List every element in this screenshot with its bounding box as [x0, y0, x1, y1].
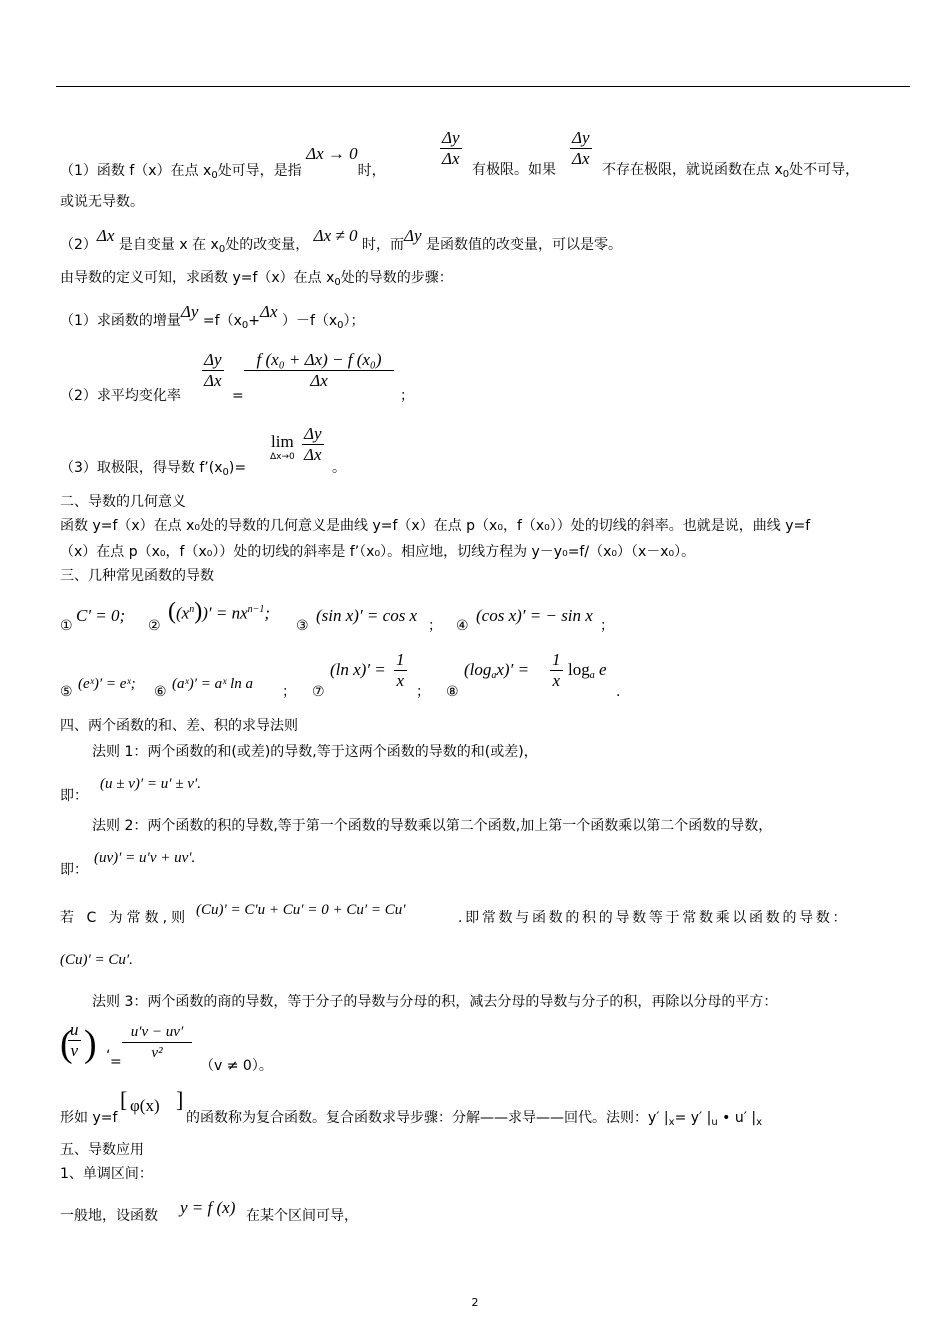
geometric-meaning-2: （x）在点 p（x₀，f（x₀））处的切线的斜率是 f’（x₀）。相应地，切线方程为 y－y₀=f/（x₀）（x－x₀）。 — [60, 544, 696, 560]
fraction-dy-dx: $\frac{\Delta y}{\Delta x}$ — [442, 128, 460, 168]
section-5-heading: 五、导数应用 — [60, 1142, 144, 1158]
formulas-row-2: ⑤ (eˣ)′ = eˣ; ⑥ (aˣ)′ = aˣ ln a ； ⑦ (ln x)′ = $\frac{1}{x}$ ； ⑧ $(\log_ax)'$ = $\frac{1}{x}$ $\log_a e$ . — [60, 650, 621, 700]
monotonic-intro: 一般地，设函数 y = f (x) 在某个区间可导， — [60, 1198, 358, 1224]
rule-2-constant-formula: (Cu)′ = Cu′. — [60, 952, 133, 968]
section-2-heading: 二、导数的几何意义 — [60, 494, 186, 510]
definition-2: （2）Δx 是自变量 x 在 $x_0$处的改变量， Δx ≠ 0 时，而Δy 是函数值的改变量，可以是零。 — [60, 226, 622, 255]
rule-1: 法则 1：两个函数的和(或差)的导数,等于这两个函数的导数的和(或差)， — [92, 744, 538, 760]
definition-1: （1）函数 f（x）在点 $x_0$处可导，是指 Δx → 0时， $\frac{\Delta y}{\Delta x}$ 有极限。如果 $\frac{\Delta y}{\Delta x}$ 不存在极限，就说函数在点 $x_0$处不可导， — [60, 128, 860, 181]
fraction-dy-dx-2: $\frac{\Delta y}{\Delta x}$ — [572, 128, 590, 168]
step-2: （2）求平均变化率 $\frac{\Delta y}{\Delta x}$ = $\frac{\text{f (x₀ + Δx) − f (x₀)}}{\Delta x}$ ； — [60, 350, 414, 404]
composite-rule: 形如 y=f [ φ(x) ] 的函数称为复合函数。复合函数求导步骤：分解——求导——回代。法则：y′ $|_x= y'$ $|_u$ • u′ $|_x$ — [60, 1087, 763, 1128]
section-4-heading: 四、两个函数的和、差、积的求导法则 — [60, 718, 298, 734]
rule-2-constant: 若 C 为常数,则 (Cu)′ = C′u + Cu′ = 0 + Cu′ = Cu′ .即常数与函数的积的导数等于常数乘以函数的导数： — [60, 902, 850, 926]
definition-1-cont: 或说无导数。 — [60, 194, 144, 210]
rule-1-formula: 即： (u ± v)′ = u′ ± v′. — [60, 776, 201, 804]
section-3-heading: 三、几种常见函数的导数 — [60, 568, 214, 584]
monotonic-heading: 1、单调区间： — [60, 1166, 153, 1182]
steps-intro: 由导数的定义可知，求函数 y=f（x）在点 $x_0$处的导数的步骤： — [60, 270, 453, 288]
delta-x-to-zero: Δx → 0 — [306, 144, 358, 163]
rule-3: 法则 3：两个函数的商的导数，等于分子的导数与分母的积，减去分母的导数与分子的积，再除以分母的平方： — [92, 994, 778, 1010]
step-1: （1）求函数的增量$\Delta y =f(x_0+\Delta x$ ）$-f(x_0)$； — [60, 302, 365, 331]
step-3: （3）取极限，得导数 $f’(x_0)=$ lim Δx→0 $\frac{\Delta y}{\Delta x}$ 。 — [60, 424, 346, 478]
header-rule — [56, 86, 910, 87]
page-number: 2 — [471, 1296, 479, 1309]
geometric-meaning-1: 函数 y=f（x）在点 x₀处的导数的几何意义是曲线 y=f（x）在点 p（x₀，f（x₀））处的切线的斜率。也就是说，曲线 y=f — [60, 518, 811, 534]
rule-3-formula: ( $\frac{u}{v}$ ) ‘ = $\frac{u'v - uv'}{\text{v²}}$ （v ≠ 0）。 — [60, 1020, 273, 1074]
formulas-row-1: ① C′ = 0; ② $((x^n))' = nx^{n-1}$; ③ (sin x)′ = cos x ； ④ (cos x)′ = − sin x ； — [60, 598, 614, 634]
rule-2-formula: 即： (uv)′ = u′v + uv′. — [60, 850, 196, 878]
rule-2: 法则 2：两个函数的积的导数,等于第一个函数的导数乘以第二个函数,加上第一个函数乘以第二个函数的导数， — [92, 818, 773, 834]
